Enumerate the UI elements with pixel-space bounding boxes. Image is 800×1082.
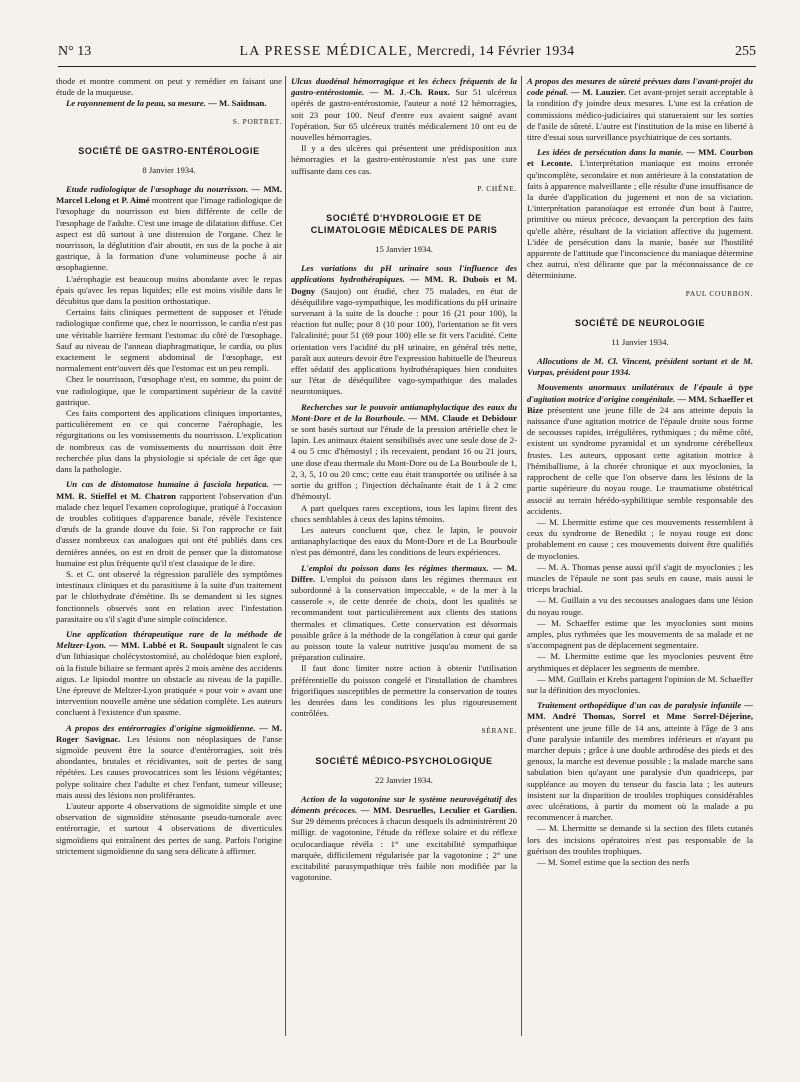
paragraph xyxy=(527,76,753,143)
article-author: MM. R. Stieffel et M. Chatron xyxy=(56,490,177,501)
paragraph: A part quelques rares exceptions, tous les lapins firent des chocs semblables à ceux des lapins témoins. xyxy=(291,502,517,524)
article-author: MM. R. Dubois et M. Dogny xyxy=(291,274,517,296)
article-title: Un cas de distomatose humaine à fasciola hepatica. — xyxy=(66,479,282,490)
paragraph xyxy=(291,563,517,664)
paragraph: Certains faits cliniques permettent de supposer et l'étude radiologique confirme que, chez le nourrisson, le cardia n'est pas une véritable barrière fermant l'estomac du côté de l'œsophage. Sauf au niveau de l'anneau diaphragmatique, le cardia, ou plus exactement le segment abdominal de l'œsophage, est normalement entr'ouvert dès que l'estomac est un peu rempli. xyxy=(56,307,282,374)
section-title: SOCIÉTÉ MÉDICO-PSYCHOLOGIQUE xyxy=(315,755,493,766)
paragraph: Il y a des ulcères qui présentent une prédisposition aux hémorragies et la gastro-entérostomie n'est pas une cure suffisante dans ces cas. xyxy=(291,143,517,176)
article-title: A propos des mesures de sûreté prévues dans l'avant-projet du code pénal. — xyxy=(527,76,753,98)
discussion-paragraph: — M. Sorrel estime que la section des nerfs xyxy=(537,857,690,867)
article-title: Une application thérapeutique rare de la méthode de Meltzer-Lyon. — xyxy=(56,628,282,651)
paragraph: Les auteurs concluent que, chez le lapin, le pouvoir antianaphylactique des eaux du Mont-Dore et de La Bourboule n'est pas démontré, dans les conditions de leurs expériences. xyxy=(291,524,517,558)
article-title-text: Le rayonnement de la peau, sa mesure. — xyxy=(66,98,217,109)
article-title: L'emploi du poisson dans les régimes thermaux. — xyxy=(301,562,502,573)
article-author: MM. André Thomas, Sorrel et Mme Sorrel-Déjerine, xyxy=(527,711,753,722)
paragraph: Il faut donc limiter notre action à obtenir l'utilisation préférentielle du poisson congelé et l'installation de chambres frigorifiques susceptibles de permettre la conservation de toutes les denrées dans les conditions les plus rigoureusement contrôlées. xyxy=(291,663,517,719)
paragraph-text: se sont basés surtout sur l'étude de la pression artérielle chez le lapin. Les animaux étaient sensibilisés avec une seule dose de 2-4 ou 5 cmc d'hémostyl ; ils recevaient, pendant 16 ou 21 jours, une dose d'eau thermale du Mont-Dore ou de La Bourboule de 1, 2, 3, 5, 10 ou 20 cmc; cette eau était transportée ou utilisée à sa sortie du griffon ; l'injection déchaînante était de 1 à 2 cmc d'hémostyl. xyxy=(291,424,517,502)
article-author: MM. Desruelles, Leculier et Gardien. xyxy=(373,804,517,815)
paragraph xyxy=(527,700,753,823)
article-title: Les idées de persécution dans la manie. — xyxy=(537,147,696,158)
discussion-paragraph: — MM. Guillain et Krebs partagent l'opinion de M. Schaeffer sur la définition des myoclonies. xyxy=(527,673,753,695)
discussion-paragraph: — M. A. Thomas pense aussi qu'il s'agit de myoclonies ; les muscles de l'épaule ne sont pas seuls en cause, mais aussi le triceps brachial. xyxy=(527,561,753,595)
signature: P. CHÊNE. xyxy=(477,183,517,193)
paragraph: L'auteur apporte 4 observations de sigmoïdite simple et une observation de sigmoïdite sténosante pseudo-tumorale avec entérorragie, et surtout 4 observations de diverticules sigmoïdiens qui entraînent des pertes de sang. Parfois l'origine strictement sigmoïdienne du sang sera délicate à affirmer. xyxy=(56,800,282,856)
column-2 xyxy=(291,76,517,883)
paragraph xyxy=(527,356,753,378)
paragraph: L'aérophagie est beaucoup moins abondante avec le repas épais qu'avec les repas liquides; elle est moins visible dans le décubitus que dans la position orthostatique. xyxy=(56,273,282,307)
signature: SÉRANE. xyxy=(481,726,517,736)
page-header xyxy=(58,44,756,67)
column-3 xyxy=(527,76,753,868)
paragraph-text: présentent une jeune fille de 24 ans atteinte depuis la naissance d'une agitation motrice de l'épaule droite sous forme de secousses rapides, irrégulières, rythmiques ; du même côté, existent un syndrome pyramidal et un syndrome cérébelleux frustes. Les auteurs, opposant cette agitation motrice à l'hémiballisme, à la chorée chronique et aux myoclonies, la rapprochent de celle que l'on observe dans les lésions de la partie supérieure du noyau rouge. Le traumatisme obstétrical associé au terrain hérédo-syphilitique semble responsable des accidents. xyxy=(527,404,753,516)
paragraph xyxy=(291,402,517,503)
paragraph xyxy=(291,794,517,884)
column-rule xyxy=(521,76,522,1036)
article-title: Recherches sur le pouvoir antianaphylactique des eaux du Mont-Dore et de la Bourboule. — xyxy=(291,401,517,423)
section-title: SOCIÉTÉ DE GASTRO-ENTÉROLOGIE xyxy=(78,145,260,156)
article-author: M. Saidman. xyxy=(219,98,267,109)
paragraph-text: Sur 51 ulcéreux opérés de gastro-entérostomie, l'auteur a noté 12 hémorragies, soit 23 pour 100. Neuf d'entre eux avaient saigné avant l'opération. Sur 65 ulcéreux traités médicalement 10 ont eu de nouvelles hémorragies. xyxy=(291,87,518,143)
section-title: SOCIÉTÉ D'HYDROLOGIE ET DE CLIMATOLOGIE MÉDICALES DE PARIS xyxy=(310,213,498,236)
paragraph xyxy=(527,382,753,516)
discussion-paragraph: — M. Schaeffer estime que les myoclonies sont moins amples, plus rythmées que les mouvements de sa malade et ne s'accompagnent pas de déplacement segmentaire. xyxy=(527,617,753,651)
discussion-paragraph: — M. Lhermitte estime que ces mouvements ressemblent à ceux du syndrome de Benedikt ; le noyau rouge est donc probablement en cause ; ces mouvements doivent être qualifiés de myoclonies. xyxy=(527,516,753,561)
article-title: Les variations du pH urinaire sous l'influence des applications hydrothérapiques. — xyxy=(291,263,517,285)
paragraph: Ces faits comportent des applications cliniques importantes, particulièrement en ce qui concerne l'aérophagie, les régurgitations ou les vomissements du nourrisson. L'explication de nombreux cas de vomissements du nourrisson doit être recherchée plus dans la physiologie si spéciale de cet âge que dans la pathologie. xyxy=(56,408,282,475)
paragraph-text: signalent le cas d'un lithiasique cholécystostomisé, au cholédoque bien exploré, où la fistule biliaire se fermant après 2 mois amène des accidents aigus. Le lipiodol montre un obstacle au niveau de la papille. Une épreuve de Meltzer-Lyon pratiquée « pour voir » avant une intervention nouvelle amène une sédation complète. Les auteurs concluent à l'existence d'un spasme. xyxy=(56,640,283,718)
article-title: Allocutions de M. Cl. Vincent, président sortant et de M. Vurpas, président pour 1934. xyxy=(527,356,753,378)
paragraph xyxy=(291,76,517,143)
article-author: M. J.-Ch. Roux. xyxy=(383,87,450,98)
column-rule xyxy=(285,76,286,1036)
section-date: 22 Janvier 1934. xyxy=(375,774,433,785)
article-title: A propos des entérorragies d'origine sigmoïdienne. — xyxy=(66,722,268,733)
page-number: 255 xyxy=(735,44,756,59)
paragraph xyxy=(56,479,282,569)
paragraph xyxy=(56,723,282,801)
article-author: MM. Marcel Lelong et P. Aimé xyxy=(56,184,283,206)
signature: S. PORTRET. xyxy=(232,116,282,126)
paragraph: Chez le nourrisson, l'œsophage n'est, en somme, du point de vue radiologique, que le compartiment supérieur de la cavité gastrique. xyxy=(56,374,282,407)
article-author: MM. Claude et Debidour xyxy=(420,412,517,423)
paragraph-text: L'interprétation maniaque est moins erronée qu'incomplète, secondaire et non antérieure à la constatation de faits à apparence malveillante ; elle résulte d'une insuffisance de la durée d'application du jugement et non de sa viciation. L'interprétation paranoïaque est erronée d'un bout à l'autre, primitive ou mieux précoce, devançant la perception des faits qu'elle altère, résultant de la viciation affective du jugement. L'idée de persécution dans la manie, basée sur l'hostilité apparente de l'attitude que l'inconscience du maniaque détermine chez autrui, n'est délirante que par la méconnaissance de ce déterminisme. xyxy=(527,158,753,281)
article-author: MM. Labbé et R. Soupault xyxy=(120,640,225,651)
article-author: MM. Courbon et Leconte. xyxy=(527,147,753,169)
paragraph xyxy=(291,263,517,397)
paragraph-text: (Saujon) ont étudié, chez 75 malades, en état de déséquilibre vago-sympathique, les modifications du pH urinaire survenant à la suite de la douche : pour 16 (21 pour 100), la réaction fut nulle; pour 8 (10 pour 100), l'orientation se fit vers l'alcalinité; pour 51 (69 pour 100) elle se fit vers l'acidité. Cette orientation vers l'acidité du pH urinaire, en général très nette, paraît aux auteurs devoir être l'expression habituelle de l'heureux effet sédatif des applications hydrothérapiques bien conduites sur l'état de déséquilibre vago-sympathique des malades neurotoniques. xyxy=(291,285,518,397)
article-author: M. Roger Savignac. xyxy=(56,722,282,744)
paragraph xyxy=(527,147,753,281)
paragraph-text: Sur 29 déments précoces à chacun desquels ils administrèrent 20 milligr. de vagotonine, l'étude du réflexe solaire et du réflexe oculocardiaque révéla : 1° une excitabilité sympathique marquée, difficilement régularisée par la vagotonine ; 2° une excitabilité parasympathique très faible non modifiée par la vagotonine. xyxy=(291,816,517,883)
article-author: M. Lauzier. xyxy=(582,87,626,98)
journal-title xyxy=(58,44,756,60)
paragraph-text: présentent une jeune fille de 14 ans, atteinte à l'âge de 3 ans d'une paralysie infantile des membres inférieurs et n'ayant pu marcher depuis ; grâce à une double arthrodèse des pieds et des genoux, la marche est devenue possible ; la malade marche sans sabulation bien qu'ayant une paralysie d'un quadriceps, par suppléance au moyen du tenseur du fascia lata ; les auteurs insistent sur la disparition de troubles trophiques considérables avec ulcérations, à partir du moment où la malade a pu recommencer à marcher. xyxy=(527,722,753,823)
article-title xyxy=(56,98,282,109)
issue-number: N° 13 xyxy=(58,44,92,59)
paragraph xyxy=(56,629,282,719)
paragraph-text: Les lésions non néoplasiques de l'anse sigmoïde peuvent être la source d'entérorragies, soit très abondantes, brutales et récidivantes, soit de pertes de sang répétées. Les causes provocatrices sont les lésions végétantes; polype solitaire chez l'adulte et chez l'enfant, tumeur villeuse; mais aussi des lésions non proliférantes. xyxy=(56,733,283,800)
paragraph: S. et C. ont observé la régression parallèle des symptômes intestinaux cliniques et du parasitisme à la suite d'un traitement par le chlorhydrate d'émétine. Ils se demandent si les signes fonctionnels observés sont en relation avec l'infestation parasitaire ou s'il s'agit d'une simple coïncidence. xyxy=(56,568,282,624)
section-date: 11 Janvier 1934. xyxy=(611,336,669,347)
article-title: Mouvements anormaux unilatéraux de l'épaule à type d'agitation motrice d'origine congénitale. — xyxy=(527,382,753,404)
paragraph xyxy=(56,184,282,274)
paragraph-text: rapportent l'observation d'un malade chez lequel l'examen coprologique, pratiqué à l'occasion de troubles colitiques d'apparence banale, révèle l'existence d'œufs de la grande douve du foie. Si l'on rapproche ce fait d'assez nombreux cas analogues qui ont été publiés dans ces dernières années, on est en droit de penser que la distomatose humaine est plus fréquente qu'il n'est classique de le dire. xyxy=(56,490,283,568)
journal-name: LA PRESSE MÉDICALE, xyxy=(239,44,413,59)
section-date: 8 Janvier 1934. xyxy=(142,164,196,175)
signature: PAUL COURBON. xyxy=(685,288,753,298)
article-title: Action de la vagotonine sur le système neurovégétatif des déments précoces. — xyxy=(291,793,517,815)
paragraph-text: L'emploi du poisson dans les régimes thermaux est subordonné à la conservation impeccable, « de la mer à la casserole », de cette denrée de choix, dont les qualités se recommandent tout particulièrement aux clients des stations thermales et climatiques. Cette conservation est désormais possible grâce à la méthode de la congélation à cœur qui garde au poisson toute la valeur nutritive jusqu'au moment de sa préparation culinaire. xyxy=(291,573,518,663)
discussion-paragraph: — M. Guillain a vu des secousses analogues dans une lésion du noyau rouge. xyxy=(527,595,753,617)
paragraph: thode et montre comment on peut y remédier en faisant une étude de la muqueuse. xyxy=(56,76,282,98)
section-title: SOCIÉTÉ DE NEUROLOGIE xyxy=(574,317,706,328)
discussion-paragraph: — M. Lhermitte estime que les myoclonies peuvent être arythmiques et déplacer les segments de membre. xyxy=(527,651,753,673)
article-title: Traitement orthopédique d'un cas de paralysie infantile — xyxy=(537,700,753,711)
column-1 xyxy=(56,76,282,857)
discussion-paragraph: — M. Lhermitte se demande si la section des filets cutanés lors des incisions opératoires n'est pas responsable de la guérison des troubles trophiques. xyxy=(527,823,753,856)
paragraph-text: montrent que l'image radiologique de l'œsophage du nourrisson est bien différente de celle de l'œsophage de l'adulte. C'est une image de dilatation diffuse. Cet aspect est dû surtout à une distension de l'organe. Chez le nourrisson, la déglutition d'air aboutit, en sus de la poche à air gastrique, à la formation d'une volumineuse poche à air œsophagienne. xyxy=(56,195,282,273)
article-author: M. Diffre. xyxy=(291,562,518,584)
paragraph-text: Cet avant-projet serait acceptable à la condition d'y joindre deux mesures. L'une est la création de commissions médico-judiciaires qui statueraient sur les sorties de l'asile de sûreté. L'autre est l'institution de la mise en liberté à titre d'essai sous surveillance psychiatrique de ces sortants. xyxy=(527,87,753,143)
issue-date: Mercredi, 14 Février 1934 xyxy=(416,44,575,59)
article-author: MM. Schaeffer et Bize xyxy=(527,393,754,415)
article-title: Ulcus duodénal hémorragique et les échecs fréquents de la gastro-entérostomie. — xyxy=(291,76,517,98)
article-title: Etude radiologique de l'œsophage du nourrisson. — xyxy=(66,184,261,195)
section-date: 15 Janvier 1934. xyxy=(375,244,433,255)
